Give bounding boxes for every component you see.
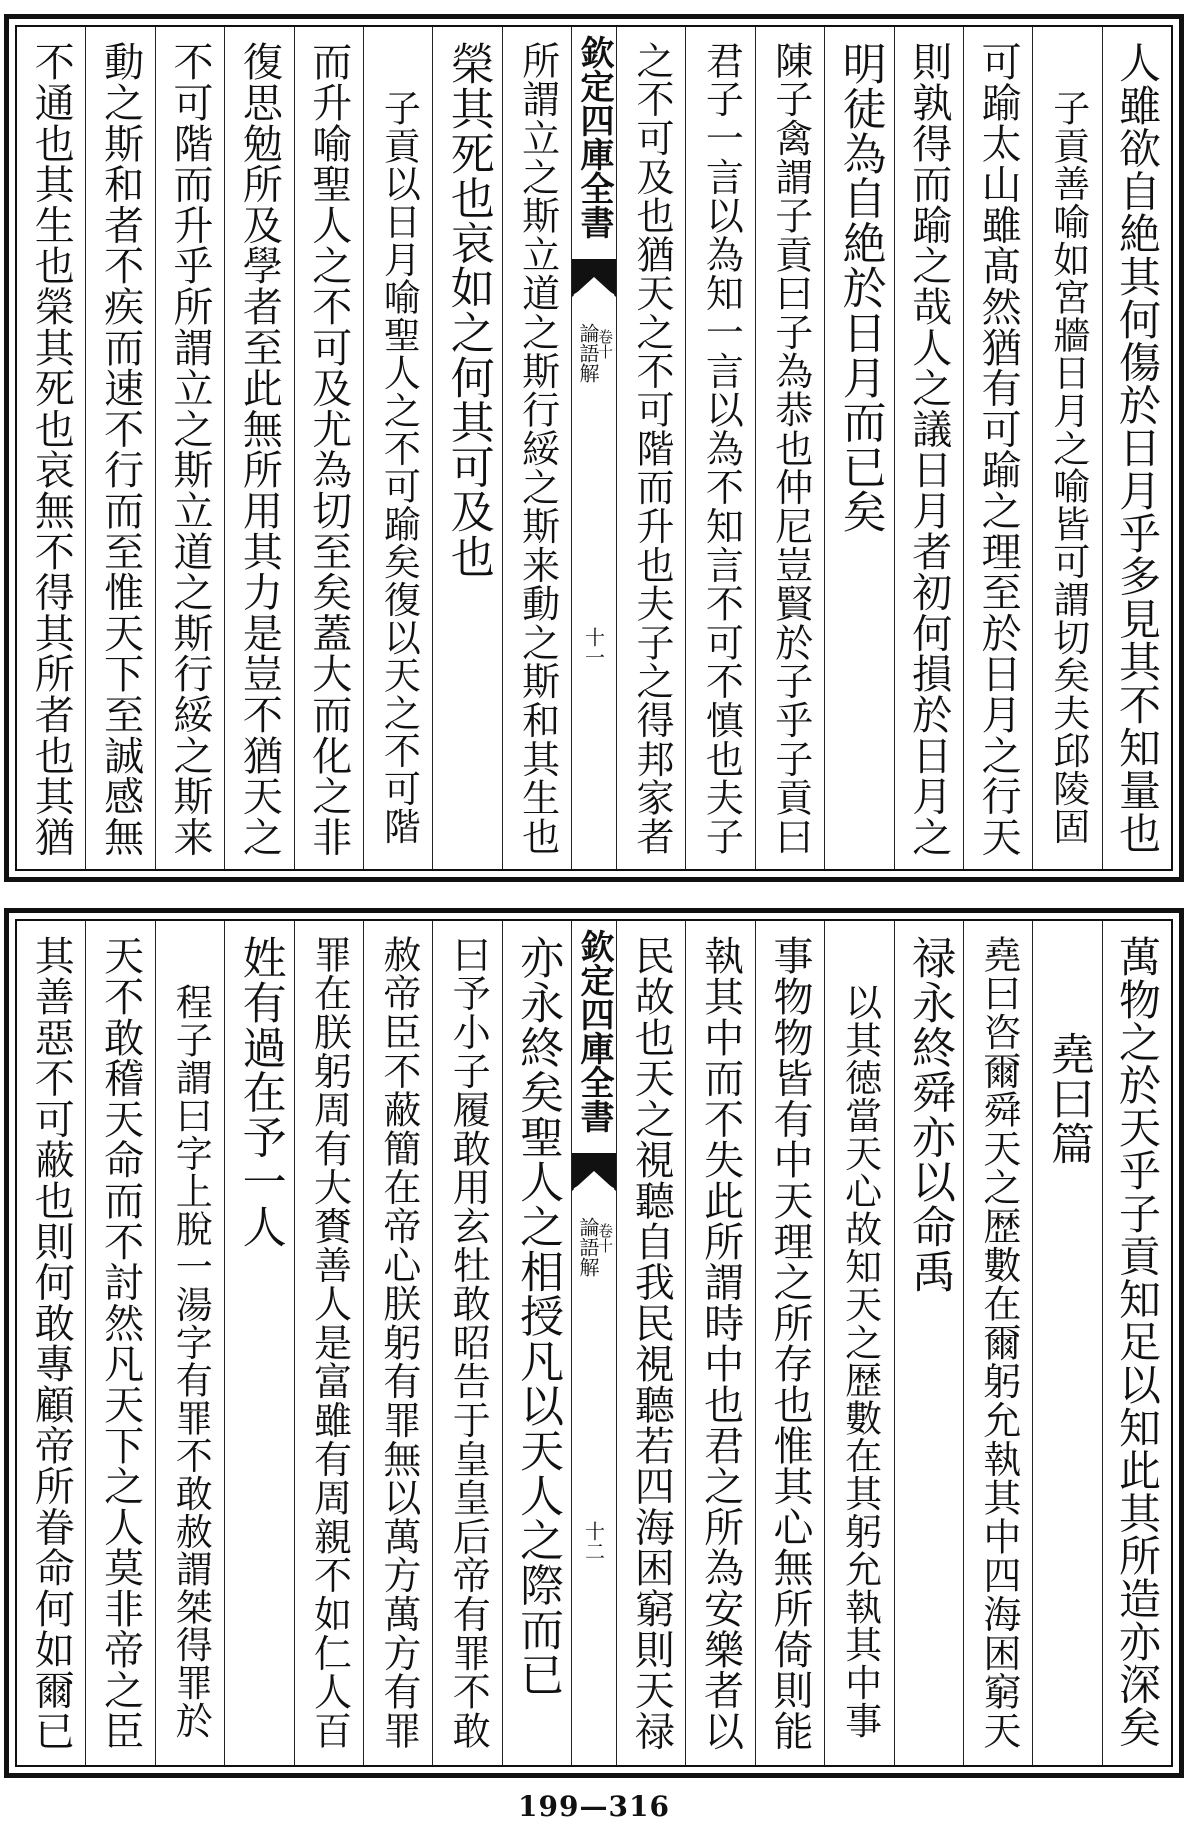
column-text: 則孰得而踰之哉人之議日月者初何損於日月之 <box>905 41 952 857</box>
text-column <box>432 27 501 869</box>
column-text: 天不敢稽天命而不討然凡天下之人莫非帝之臣 <box>97 935 144 1751</box>
text-column <box>502 27 571 869</box>
series-title: 欽定四庫全書 <box>574 929 614 1133</box>
column-text: 所謂立之斯立道之斯行綏之斯来動之斯和其生也 <box>515 41 560 856</box>
fishtail-icon <box>572 259 616 297</box>
text-column <box>294 921 363 1765</box>
column-text: 明徒為自絶於日月而已矣 <box>834 41 886 534</box>
column-text: 事物物皆有中天理之所存也惟其心無所倚則能 <box>766 935 813 1751</box>
column-text: 程子謂曰字上脫一湯字有罪不敢赦謂桀得罪於 <box>169 983 213 1739</box>
column-text: 之不可及也猶天之不可階而升也夫子之得邦家者 <box>630 41 675 856</box>
text-column <box>1032 27 1101 869</box>
column-text: 榮其死也哀如之何其可及也 <box>442 41 494 579</box>
top-page-columns <box>17 27 1171 869</box>
text-column <box>224 27 293 869</box>
column-text: 曰予小子履敢用玄牡敢昭告于皇皇后帝有罪不敢 <box>446 935 491 1750</box>
volume-label: 卷十 <box>596 329 614 359</box>
column-text: 不可階而升乎所謂立之斯立道之斯行綏之斯来 <box>166 41 213 857</box>
text-column <box>432 921 501 1765</box>
text-column <box>1102 921 1171 1765</box>
column-text: 執其中而不失此所謂時中也君之所為安樂者以 <box>697 935 744 1751</box>
folio-number: 十二 <box>581 1521 606 1561</box>
column-text: 罪在朕躬周有大賚善人是富雖有周親不如仁人百 <box>307 935 352 1750</box>
column-text: 萬物之於天乎子貢知足以知此其所造亦深矣 <box>1112 935 1162 1749</box>
bottom-page-frame <box>15 919 1173 1767</box>
text-column <box>894 27 963 869</box>
column-text: 君子一言以為知一言以為不知言不可不慎也夫子 <box>699 41 744 856</box>
bottom-page <box>4 908 1184 1778</box>
text-column <box>224 921 293 1765</box>
top-page-frame <box>15 25 1173 871</box>
text-column <box>963 921 1032 1765</box>
top-page <box>4 14 1184 882</box>
text-column <box>17 27 85 869</box>
bottom-page-columns <box>17 921 1171 1765</box>
column-text: 堯曰咨爾舜天之歴數在爾躬允執其中四海困窮天 <box>976 935 1021 1750</box>
book-title: 論語解 <box>576 323 600 383</box>
text-column <box>363 921 432 1765</box>
fishtail-icon <box>572 1153 616 1191</box>
column-text: 陳子禽謂子貢曰子為恭也仲尼豈賢於子乎子貢曰 <box>768 41 813 856</box>
text-column <box>824 27 893 869</box>
column-text: 姓有過在予一人 <box>234 935 286 1249</box>
column-text: 子貢以日月喻聖人之不可踰矣復以天之不可階 <box>377 89 421 845</box>
book-title: 論語解 <box>576 1217 600 1277</box>
column-text: 民故也天之視聽自我民視聽若四海困窮則天禄 <box>628 935 675 1751</box>
column-text: 禄永終舜亦以命禹 <box>903 935 955 1294</box>
text-column <box>685 921 754 1765</box>
center-fold <box>571 921 616 1765</box>
page-number-footer: 199—316 <box>518 1790 670 1823</box>
text-column <box>824 921 893 1765</box>
text-column <box>963 27 1032 869</box>
text-column <box>363 27 432 869</box>
text-column <box>85 921 154 1765</box>
column-text: 赦帝臣不蔽簡在帝心朕躬有罪無以萬方萬方有罪 <box>376 935 421 1750</box>
text-column <box>755 921 824 1765</box>
column-text: 復思勉所及學者至此無所用其力是豈不猶天之 <box>236 41 283 857</box>
text-column <box>85 27 154 869</box>
text-column <box>616 27 685 869</box>
column-text: 子貢善喻如宮牆日月之喻皆可謂切矣夫邱陵固 <box>1046 89 1090 845</box>
center-fold <box>571 27 616 869</box>
column-text: 其善惡不可蔽也則何敢專顧帝所眷命何如爾已 <box>28 935 75 1751</box>
text-column <box>155 921 224 1765</box>
series-title: 欽定四庫全書 <box>574 35 614 239</box>
volume-label: 卷十 <box>596 1223 614 1253</box>
column-text: 不通也其生也榮其死也哀無不得其所者也其猶 <box>28 41 75 857</box>
column-text: 以其徳當天心故知天之歴數在其躬允執其中事 <box>838 983 882 1739</box>
column-text: 而升喻聖人之不可及尤為切至矣蓋大而化之非 <box>305 41 352 857</box>
column-text: 堯曰篇 <box>1042 1031 1094 1166</box>
folio-number: 十一 <box>581 627 606 667</box>
column-text: 人雖欲自絶其何傷於日月乎多見其不知量也 <box>1112 41 1162 855</box>
text-column <box>502 921 571 1765</box>
text-column <box>294 27 363 869</box>
text-column <box>1032 921 1101 1765</box>
text-column <box>1102 27 1171 869</box>
column-text: 亦永終矣聖人之相授凡以天人之際而已 <box>512 935 564 1697</box>
text-column <box>616 921 685 1765</box>
text-column <box>685 27 754 869</box>
column-text: 可踰太山雖髙然猶有可踰之理至於日月之行天 <box>975 41 1022 857</box>
text-column <box>17 921 85 1765</box>
text-column <box>155 27 224 869</box>
text-column <box>894 921 963 1765</box>
text-column <box>755 27 824 869</box>
column-text: 動之斯和者不疾而速不行而至惟天下至誠感無 <box>97 41 144 857</box>
